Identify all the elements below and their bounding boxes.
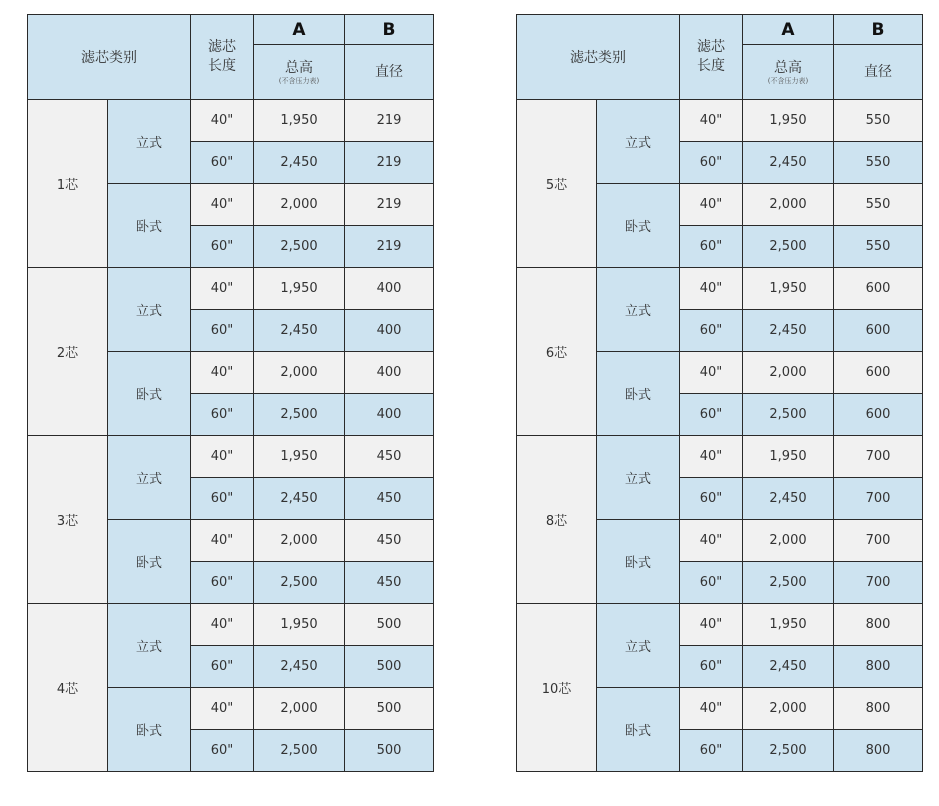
length-cell: 40" <box>191 268 254 310</box>
diameter-cell: 800 <box>834 604 923 646</box>
length-cell: 60" <box>191 562 254 604</box>
height-cell: 1,950 <box>743 436 834 478</box>
diameter-cell: 500 <box>345 604 434 646</box>
height-cell: 1,950 <box>743 100 834 142</box>
table-row <box>28 436 434 478</box>
length-cell: 60" <box>191 394 254 436</box>
height-cell: 2,450 <box>254 310 345 352</box>
length-cell: 60" <box>680 310 743 352</box>
diameter-cell: 550 <box>834 184 923 226</box>
length-cell: 60" <box>680 562 743 604</box>
diameter-cell: 700 <box>834 478 923 520</box>
diameter-cell: 800 <box>834 646 923 688</box>
height-cell: 2,450 <box>254 478 345 520</box>
height-cell: 2,000 <box>743 352 834 394</box>
diameter-cell: 500 <box>345 730 434 772</box>
core-count-cell: 4芯 <box>28 604 108 772</box>
height-cell: 2,500 <box>254 226 345 268</box>
height-cell: 1,950 <box>254 604 345 646</box>
diameter-cell: 400 <box>345 352 434 394</box>
spec-table-right <box>516 14 923 772</box>
category-header: 滤芯类别 <box>517 15 680 100</box>
diameter-cell: 800 <box>834 688 923 730</box>
orientation-cell: 立式 <box>108 268 191 352</box>
column-a-letter: A <box>254 15 345 45</box>
orientation-cell: 卧式 <box>108 352 191 436</box>
diameter-cell: 550 <box>834 226 923 268</box>
height-cell: 2,000 <box>254 352 345 394</box>
height-cell: 1,950 <box>254 100 345 142</box>
orientation-cell: 立式 <box>108 436 191 520</box>
diameter-cell: 219 <box>345 100 434 142</box>
orientation-cell: 卧式 <box>108 520 191 604</box>
diameter-cell: 500 <box>345 646 434 688</box>
spec-table-left <box>27 14 434 772</box>
length-cell: 60" <box>191 646 254 688</box>
orientation-cell: 卧式 <box>597 352 680 436</box>
category-header: 滤芯类别 <box>28 15 191 100</box>
diameter-cell: 219 <box>345 142 434 184</box>
length-cell: 60" <box>680 394 743 436</box>
height-cell: 2,450 <box>254 646 345 688</box>
height-cell: 2,450 <box>743 142 834 184</box>
height-cell: 1,950 <box>254 268 345 310</box>
length-header: 滤芯 长度 <box>680 15 743 100</box>
diameter-cell: 219 <box>345 184 434 226</box>
column-b-letter: B <box>834 15 923 45</box>
orientation-cell: 立式 <box>108 604 191 688</box>
height-cell: 2,500 <box>743 226 834 268</box>
height-cell: 2,000 <box>743 688 834 730</box>
diameter-cell: 800 <box>834 730 923 772</box>
length-cell: 40" <box>191 604 254 646</box>
height-cell: 2,500 <box>254 394 345 436</box>
length-cell: 60" <box>191 730 254 772</box>
table-body <box>28 100 434 772</box>
diameter-cell: 700 <box>834 436 923 478</box>
core-count-cell: 1芯 <box>28 100 108 268</box>
table-row <box>28 100 434 142</box>
height-cell: 2,500 <box>743 562 834 604</box>
length-cell: 60" <box>191 310 254 352</box>
diameter-cell: 450 <box>345 436 434 478</box>
diameter-header: 直径 <box>834 45 923 100</box>
height-cell: 2,000 <box>743 184 834 226</box>
column-b-letter: B <box>345 15 434 45</box>
diameter-cell: 550 <box>834 100 923 142</box>
length-cell: 40" <box>191 100 254 142</box>
length-cell: 60" <box>680 478 743 520</box>
height-cell: 2,450 <box>743 478 834 520</box>
core-count-cell: 6芯 <box>517 268 597 436</box>
length-cell: 40" <box>680 352 743 394</box>
length-cell: 60" <box>191 478 254 520</box>
diameter-cell: 550 <box>834 142 923 184</box>
length-cell: 60" <box>680 226 743 268</box>
table-body <box>517 100 923 772</box>
core-count-cell: 8芯 <box>517 436 597 604</box>
diameter-header: 直径 <box>345 45 434 100</box>
length-cell: 40" <box>680 100 743 142</box>
total-height-header: 总高 (不含压力表) <box>254 45 345 100</box>
length-cell: 40" <box>680 436 743 478</box>
core-count-cell: 5芯 <box>517 100 597 268</box>
orientation-cell: 立式 <box>597 100 680 184</box>
table-row <box>517 604 923 646</box>
orientation-cell: 卧式 <box>108 688 191 772</box>
length-cell: 40" <box>191 688 254 730</box>
core-count-cell: 2芯 <box>28 268 108 436</box>
length-cell: 40" <box>191 352 254 394</box>
diameter-cell: 600 <box>834 352 923 394</box>
diameter-cell: 400 <box>345 268 434 310</box>
height-cell: 2,450 <box>743 310 834 352</box>
column-a-letter: A <box>743 15 834 45</box>
orientation-cell: 立式 <box>597 436 680 520</box>
orientation-cell: 立式 <box>597 604 680 688</box>
height-cell: 2,000 <box>254 520 345 562</box>
length-cell: 60" <box>680 142 743 184</box>
height-cell: 2,500 <box>743 394 834 436</box>
table-row <box>28 268 434 310</box>
height-cell: 2,000 <box>254 184 345 226</box>
diameter-cell: 600 <box>834 268 923 310</box>
height-cell: 2,500 <box>254 730 345 772</box>
diameter-cell: 700 <box>834 520 923 562</box>
height-cell: 2,500 <box>743 730 834 772</box>
table-header <box>28 15 434 100</box>
table-header <box>517 15 923 100</box>
diameter-cell: 219 <box>345 226 434 268</box>
diameter-cell: 600 <box>834 394 923 436</box>
length-cell: 60" <box>680 730 743 772</box>
length-cell: 60" <box>191 226 254 268</box>
height-cell: 1,950 <box>743 268 834 310</box>
table-row <box>517 100 923 142</box>
length-cell: 60" <box>680 646 743 688</box>
length-cell: 40" <box>680 268 743 310</box>
diameter-cell: 600 <box>834 310 923 352</box>
orientation-cell: 立式 <box>108 100 191 184</box>
height-cell: 1,950 <box>743 604 834 646</box>
diameter-cell: 450 <box>345 478 434 520</box>
diameter-cell: 400 <box>345 310 434 352</box>
table-row <box>517 436 923 478</box>
diameter-cell: 500 <box>345 688 434 730</box>
orientation-cell: 卧式 <box>597 688 680 772</box>
height-cell: 2,000 <box>743 520 834 562</box>
length-cell: 40" <box>680 604 743 646</box>
height-cell: 2,500 <box>254 562 345 604</box>
length-cell: 40" <box>191 184 254 226</box>
diameter-cell: 450 <box>345 562 434 604</box>
height-cell: 2,450 <box>254 142 345 184</box>
height-cell: 2,450 <box>743 646 834 688</box>
height-cell: 2,000 <box>254 688 345 730</box>
core-count-cell: 3芯 <box>28 436 108 604</box>
length-cell: 40" <box>191 520 254 562</box>
length-cell: 40" <box>680 520 743 562</box>
table-row <box>517 268 923 310</box>
orientation-cell: 卧式 <box>597 520 680 604</box>
length-cell: 60" <box>191 142 254 184</box>
length-cell: 40" <box>680 184 743 226</box>
height-cell: 1,950 <box>254 436 345 478</box>
orientation-cell: 立式 <box>597 268 680 352</box>
diameter-cell: 700 <box>834 562 923 604</box>
orientation-cell: 卧式 <box>108 184 191 268</box>
length-cell: 40" <box>680 688 743 730</box>
table-row <box>28 604 434 646</box>
length-header: 滤芯 长度 <box>191 15 254 100</box>
total-height-header: 总高 (不含压力表) <box>743 45 834 100</box>
length-cell: 40" <box>191 436 254 478</box>
orientation-cell: 卧式 <box>597 184 680 268</box>
diameter-cell: 400 <box>345 394 434 436</box>
diameter-cell: 450 <box>345 520 434 562</box>
core-count-cell: 10芯 <box>517 604 597 772</box>
